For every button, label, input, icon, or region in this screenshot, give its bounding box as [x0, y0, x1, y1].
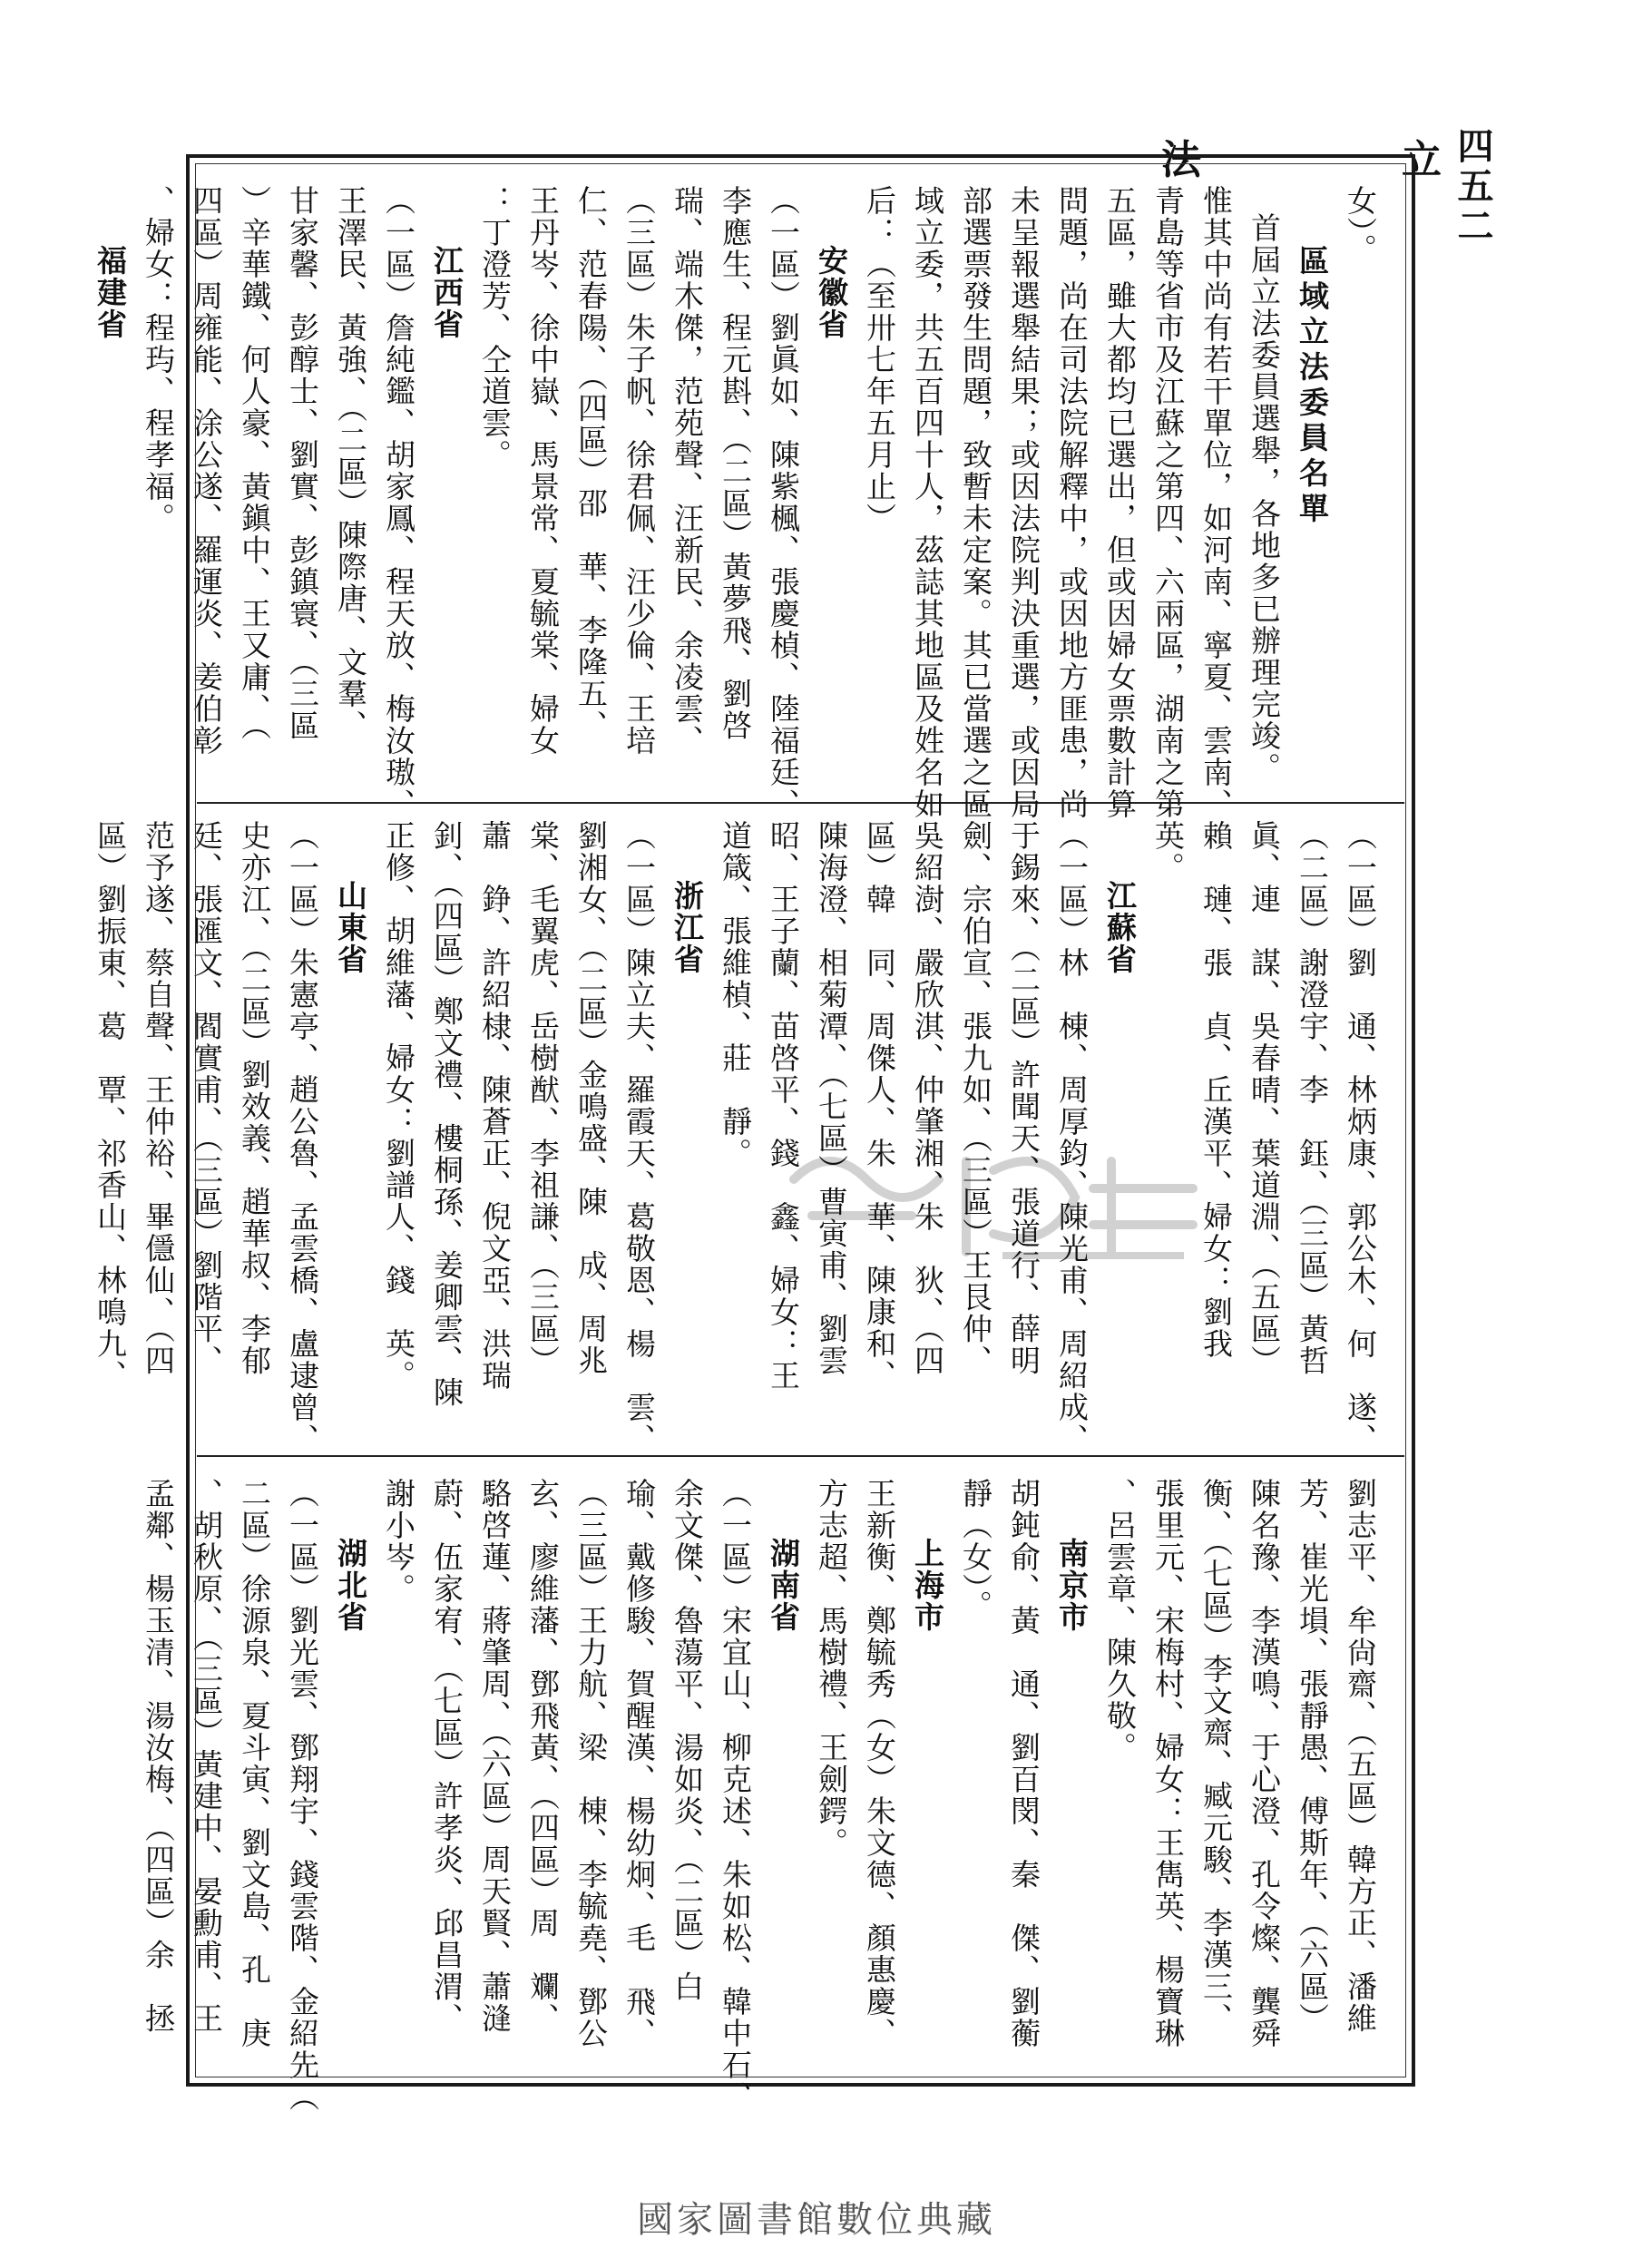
tier-middle [93, 820, 1384, 1455]
province-heading-jiangsu: 江蘇省 [1102, 880, 1138, 975]
text-column: 甘家馨、彭醇士、劉實、彭鎮寰、（三區 [285, 185, 320, 742]
text-column: 釗、（四區）鄭文禮、樓桐孫、姜卿雲、陳 [429, 820, 464, 1409]
tier-lower [141, 1478, 1384, 2113]
province-heading-shandong: 山東省 [333, 880, 368, 975]
text-column: （一區）林 棟、周厚鈞、陳光甫、周紹成、 [1054, 820, 1090, 1455]
text-column: 棠、毛翼虎、岳樹猷、李祖謙、（三區） [525, 820, 561, 1377]
province-heading-jiangxi: 江西省 [429, 245, 464, 340]
city-heading-shanghai: 上海市 [910, 1538, 945, 1633]
text-column: 首屆立法委員選舉，各地多已辦理完竣。 [1247, 212, 1282, 784]
running-head-right: 立 [1402, 137, 1442, 183]
text-column: 、婦女：程玙、程孝福。 [141, 185, 176, 534]
text-column: 靜（女）。 [958, 1478, 993, 1622]
text-column: 吳紹澍、嚴欣淇、仲肇湘、朱 狄、（四 [910, 820, 945, 1377]
text-column: 未呈報選舉結果；或因法院判決重選，或因局 [1006, 185, 1041, 820]
text-column: 余文傑、魯蕩平、湯如炎、（二區）白 [670, 1478, 705, 2003]
text-column: 青島等省市及江蘇之第四、六兩區，湖南之第 [1150, 185, 1186, 820]
province-heading-zhejiang: 浙江省 [670, 880, 705, 975]
running-head-middle: 法 [1161, 137, 1201, 183]
text-column: 區）劉振東、葛 覃、祁香山、林鳴九、 [93, 820, 128, 1392]
text-column: 王新衡、鄭毓秀（女）朱文德、顏惠慶、 [862, 1478, 897, 2049]
text-column: 王澤民、黃強、（二區）陳際唐、文羣、 [333, 185, 368, 742]
text-column: 孟鄰、楊玉清、湯汝梅、（四區）余 拯 [141, 1478, 176, 2035]
text-column: 后：（至卅七年五月止） [862, 185, 897, 534]
text-column: 英。 [1150, 820, 1186, 884]
text-column: 眞、連 謀、吳春晴、葉道淵、（五區） [1247, 820, 1282, 1377]
text-column: 駱啓蓮、蔣肇周、（六區）周天賢、蕭漨 [477, 1478, 513, 2035]
text-column: 仁、范春陽、（四區）邵 華、李隆五、 [573, 185, 609, 742]
text-column: （一區）陳立夫、羅霞天、葛敬恩、楊 雲、 [621, 820, 657, 1455]
text-column: 瑞、端木傑，范苑聲、汪新民、余凌雲、 [670, 185, 705, 757]
text-column: 王丹岑、徐中嶽、馬景常、夏毓棠、婦女 [525, 185, 561, 757]
archive-footer: 國家圖書館數位典藏 [637, 2199, 996, 2241]
text-column: 女）。 [1343, 185, 1378, 266]
text-column: 廷、張匯文、閻實甫、（三區）劉階平、 [189, 820, 224, 1377]
page-number: 四五二 [1452, 127, 1494, 247]
text-column: 劉湘女、（二區）金鳴盛、陳 成、周兆 [573, 820, 609, 1377]
text-column: 四區）周雍能、涂公遂、羅運炎、姜伯彰 [189, 185, 224, 757]
text-column: 芳、崔光塤、張靜愚、傅斯年、（六區） [1295, 1478, 1330, 2035]
text-column: 瑜、戴修駿、賀醒漢、楊幼炯、毛 飛、 [621, 1478, 657, 2049]
text-column: 方志超、馬樹禮、王劍鍔。 [814, 1478, 849, 1859]
tier-divider-upper [197, 802, 1404, 804]
text-column: 正修、胡維藩、婦女：劉譜人、錢 英。 [381, 820, 416, 1392]
text-column: 史亦江、（二區）劉效義、趙華叔、李郁 [237, 820, 272, 1377]
text-column: 蔚、伍家宥、（七區）許孝炎、邱昌渭、 [429, 1478, 464, 2035]
text-column: （一區）劉 通、林炳康、郭公木、何 遂、 [1343, 820, 1378, 1455]
section-title: 區域立法委員名單 [1295, 245, 1330, 528]
text-column: （三區）朱子帆、徐君佩、汪少倫、王培 [621, 185, 657, 757]
text-column: 張里元、宋梅村、婦女：王雋英、楊寶琳 [1150, 1478, 1186, 2049]
text-column: 劍、宗伯宣、張九如、（三區）王艮仲、 [958, 820, 993, 1377]
text-column: 謝小岑。 [381, 1478, 416, 1605]
text-column: 惟其中尚有若干單位，如河南、寧夏、雲南、 [1198, 185, 1234, 820]
province-heading-hubei: 湖北省 [333, 1538, 368, 1633]
text-column: 道箴、張維楨、莊 靜。 [718, 820, 753, 1169]
text-column: 部選票發生問題，致暫未定案。其已當選之區 [958, 185, 993, 820]
text-column: 五區，雖大都均已選出，但或因婦女票數計算 [1102, 185, 1138, 820]
text-column: ）辛華鐵、何人豪、黃鎭中、王又庸、（ [237, 185, 272, 742]
text-column: 蕭 錚、許紹棣、陳蒼正、倪文亞、洪瑞 [477, 820, 513, 1392]
text-column: 域立委，共五百四十人，茲誌其地區及姓名如 [910, 185, 945, 820]
text-column: ：丁澄芳、仝道雲。 [477, 185, 513, 471]
text-column: 、胡秋原、（三區）黃建中、晏勳甫、王 [189, 1478, 224, 2035]
tier-upper [93, 185, 1384, 820]
text-column: 昭、王子蘭、苗啓平、錢 鑫、婦女：王 [766, 820, 801, 1392]
text-column: 陳名豫、李漢鳴、于心澄、孔令燦、龔舜 [1247, 1478, 1282, 2049]
text-column: 二區）徐源泉、夏斗寅、劉文島、孔 庚 [237, 1478, 272, 2049]
province-heading-hunan: 湖南省 [766, 1538, 801, 1633]
text-column: 區）韓 同、周傑人、朱 華、陳康和、 [862, 820, 897, 1392]
text-column: （一區）宋宜山、柳克述、朱如松、韓中石、 [718, 1478, 753, 2113]
text-column: 李應生、程元斟、（二區）黃夢飛、劉啓 [718, 185, 753, 742]
text-column: （一區）劉眞如、陳紫楓、張慶楨、陸福廷、 [766, 185, 801, 820]
province-heading-anhui: 安徽省 [814, 245, 849, 340]
text-column: （一區）劉光雲、鄧翔宇、錢雲階、金紹先（ [285, 1478, 320, 2113]
text-column: 衡、（七區）李文齋、臧元駿、李漢三、 [1198, 1478, 1234, 2035]
city-heading-nanjing: 南京市 [1054, 1538, 1090, 1633]
text-column: （三區）王力航、梁 棟、李毓堯、鄧公 [573, 1478, 609, 2049]
text-column: （一區）朱憲亭、趙公魯、孟雲橋、盧逮曾、 [285, 820, 320, 1455]
page-frame [93, 154, 1415, 2113]
text-column: 胡鈍俞、黃 通、劉百閔、秦 傑、劉蘅 [1006, 1478, 1041, 2049]
text-column: 賴 璉、張 貞、丘漢平、婦女：劉我 [1198, 820, 1234, 1360]
text-column: 玄、廖維藩、鄧飛黃、（四區）周 斕、 [525, 1478, 561, 2035]
text-column: （一區）詹純鑑、胡家鳳、程天放、梅汝璈、 [381, 185, 416, 820]
text-column: 、呂雲章、陳久敬。 [1102, 1478, 1138, 1764]
text-column: 范予遂、蔡自聲、王仲裕、畢㒚仙、（四 [141, 820, 176, 1377]
province-heading-fujian: 福建省 [93, 245, 128, 340]
tier-divider-lower [197, 1455, 1404, 1457]
text-column: 問題，尚在司法院解釋中，或因地方匪患，尚 [1054, 185, 1090, 820]
text-column: 于錫來、（二區）許聞天、張道行、薛明 [1006, 820, 1041, 1377]
text-column: 陳海澄、相菊潭、（七區）曹寅甫、劉雲 [814, 820, 849, 1377]
text-column: 劉志平、牟尙齋、（五區）韓方正、潘維 [1343, 1478, 1378, 2035]
text-column: （二區）謝澄宇、李 鈺、（三區）黃哲 [1295, 820, 1330, 1377]
